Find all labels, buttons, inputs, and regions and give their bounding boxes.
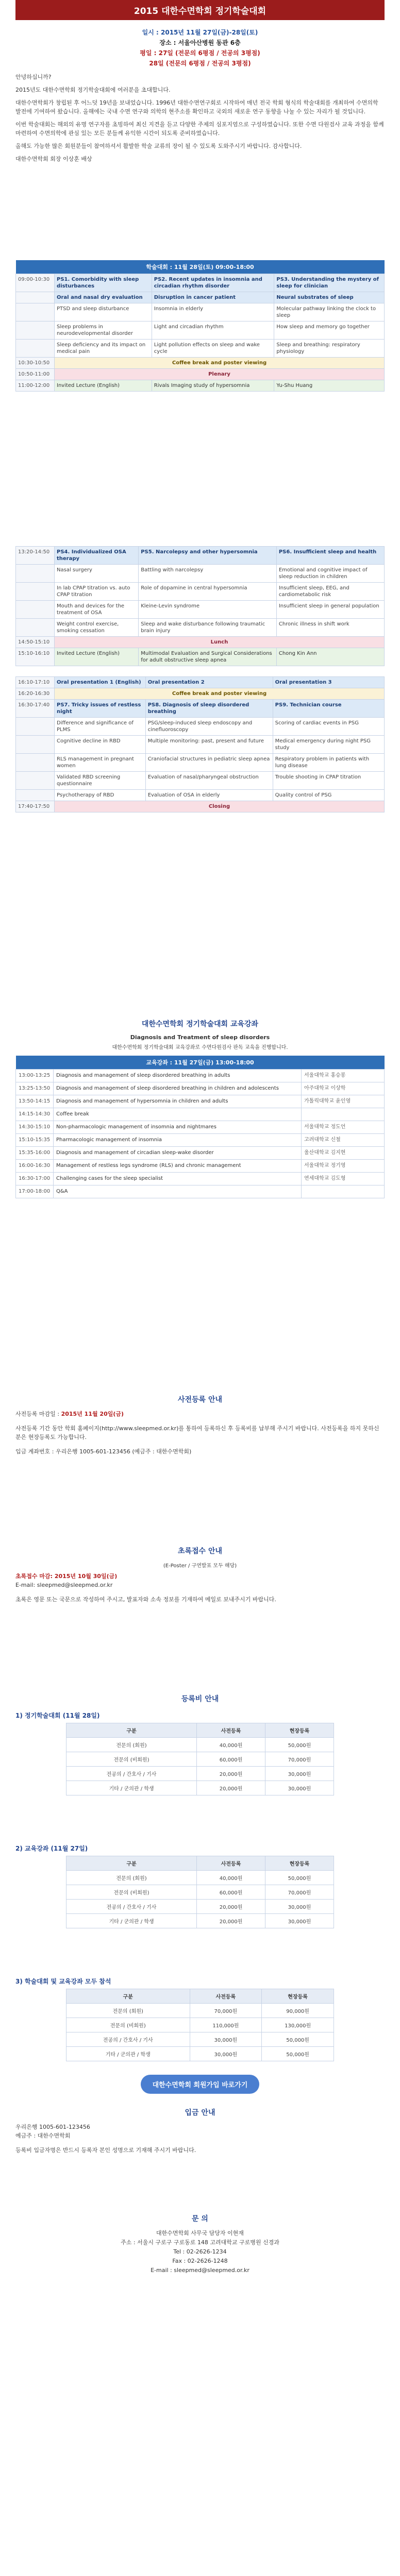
schedule-row — [16, 700, 385, 718]
fees-col-onsite: 현장등록 — [265, 1856, 334, 1871]
schedule-session: Sleep and breathing: respiratory physiology — [274, 340, 385, 358]
fee-category: 전문의 (비회원) — [66, 1752, 197, 1767]
education-time: 13:00-13:25 — [16, 1070, 54, 1082]
fees-col-type: 구분 — [66, 1989, 190, 2004]
education-time: 17:00-18:00 — [16, 1185, 54, 1198]
fee-pre: 20,000원 — [197, 1781, 265, 1795]
fee-onsite: 30,000원 — [265, 1914, 334, 1928]
registration-info — [15, 1410, 385, 1456]
fee-category: 전문의 (회원) — [66, 2004, 190, 2018]
greeting-p4: 올해도 가능한 많은 회원분들이 참여하셔서 활발한 학술 교류의 장이 될 수 있도록 도와주시기 바랍니다. 감사합니다. — [15, 143, 302, 149]
fee-onsite: 130,000원 — [262, 2018, 334, 2032]
education-row — [16, 1108, 385, 1121]
schedule-session: Light pollution effects on sleep and wake cycle — [152, 340, 274, 358]
fee-row — [66, 2018, 334, 2032]
education-speaker — [302, 1185, 385, 1198]
fee-pre: 20,000원 — [197, 1914, 265, 1928]
schedule-row — [16, 648, 385, 666]
schedule-session: Oral and nasal dry evaluation — [55, 292, 152, 303]
event-credit-day2: 28일 (전문의 6평점 / 전공의 3평점) — [149, 60, 251, 67]
contact-org: 대한수면학회 사무국 담당자 이현재 — [156, 2230, 244, 2236]
education-heading: 대한수면학회 정기학술대회 교육강좌 — [141, 1020, 259, 1028]
fee-row — [66, 1767, 334, 1781]
fees-table-2 — [66, 1856, 334, 1928]
schedule-time — [16, 565, 55, 583]
education-note: 대한수면학회 정기학술대회 교육강좌로 수면다원검사 판독 교육을 진행합니다. — [112, 1045, 288, 1050]
education-topic: Pharmacologic management of insomnia — [54, 1134, 302, 1147]
education-speaker — [302, 1108, 385, 1121]
schedule-session: PSG/sleep-induced sleep endoscopy and cinefluoroscopy — [145, 718, 273, 736]
education-table-title: 교육강좌 : 11월 27일(금) 13:00-18:00 — [16, 1056, 385, 1070]
fee-row — [66, 1885, 334, 1900]
fee-pre: 40,000원 — [197, 1738, 265, 1752]
fees-table-3 — [66, 1989, 334, 2061]
page — [15, 0, 385, 2296]
education-row — [16, 1173, 385, 1185]
contact-info — [15, 2229, 385, 2275]
schedule-row — [16, 274, 385, 292]
schedule-time: 10:50-11:00 — [16, 369, 55, 380]
contact-heading: 문 의 — [192, 2215, 208, 2223]
schedule-session: Invited Lecture (English) — [55, 648, 139, 666]
payment-holder: 예금주 : 대한수면학회 — [15, 2132, 71, 2139]
fees-col-pre: 사전등록 — [197, 1723, 265, 1738]
fee-pre: 30,000원 — [190, 2032, 262, 2047]
fees-heading: 등록비 안내 — [181, 1695, 219, 1703]
greeting-salutation: 안녕하십니까? — [15, 74, 52, 80]
abstract-sub: (E-Poster / 구연발표 모두 해당) — [163, 1563, 237, 1569]
schedule-session: Oral presentation 1 (English) — [55, 677, 146, 688]
schedule-row — [16, 772, 385, 790]
education-speaker: 서울대학교 홍승봉 — [302, 1070, 385, 1082]
fees-table-1 — [66, 1723, 334, 1795]
fee-row — [66, 1752, 334, 1767]
fee-row — [66, 1871, 334, 1885]
education-time: 16:00-16:30 — [16, 1160, 54, 1173]
greeting-sign: 대한수면학회 회장 이상훈 배상 — [15, 156, 92, 162]
schedule-break: Coffee break and poster viewing — [55, 358, 385, 369]
schedule-time: 13:20-14:50 — [16, 547, 55, 565]
contact-tel: Tel : 02-2626-1234 — [173, 2248, 227, 2255]
education-topic: Q&A — [54, 1185, 302, 1198]
schedule-time: 16:30-17:40 — [16, 700, 55, 718]
education-speaker: 아주대학교 이상학 — [302, 1082, 385, 1095]
schedule-session: Oral presentation 3 — [273, 677, 384, 688]
education-subheading: Diagnosis and Treatment of sleep disorders — [130, 1034, 270, 1041]
schedule-title: 학술대회 : 11월 28일(토) 09:00-18:00 — [16, 260, 385, 274]
schedule-table-2 — [15, 546, 385, 666]
schedule-session: PS5. Narcolepsy and other hypersomnia — [139, 547, 277, 565]
education-time: 15:35-16:00 — [16, 1147, 54, 1160]
member-signup-button[interactable]: 대한수면학회 회원가입 바로가기 — [141, 2075, 259, 2094]
greeting-p1: 2015년도 대한수면학회 정기학술대회에 여러분을 초대합니다. — [15, 87, 171, 93]
fee-row — [66, 2047, 334, 2061]
education-row — [16, 1160, 385, 1173]
schedule-row — [16, 292, 385, 303]
fee-onsite: 50,000원 — [265, 1871, 334, 1885]
abstract-body: 초록은 영문 또는 국문으로 작성하여 주시고, 발표자와 소속 정보를 기재하여 메일로 보내주시기 바랍니다. — [15, 1596, 276, 1603]
schedule-session: Psychotherapy of RBD — [55, 790, 146, 801]
schedule-session: RLS management in pregnant women — [55, 754, 146, 772]
schedule-time — [16, 772, 55, 790]
fee-row — [66, 1738, 334, 1752]
fee-onsite: 90,000원 — [262, 2004, 334, 2018]
schedule-row — [16, 601, 385, 619]
schedule-time: 16:20-16:30 — [16, 688, 55, 700]
fees-col-pre: 사전등록 — [197, 1856, 265, 1871]
schedule-session: Kleine-Levin syndrome — [139, 601, 277, 619]
education-topic: Management of restless legs syndrome (RLS) and chronic management — [54, 1160, 302, 1173]
fee-onsite: 50,000원 — [262, 2047, 334, 2061]
fee-pre: 110,000원 — [190, 2018, 262, 2032]
payment-note: 등록비 입금자명은 반드시 등록자 본인 성명으로 기재해 주시기 바랍니다. — [15, 2147, 196, 2154]
schedule-session: Invited Lecture (English) — [55, 380, 152, 392]
schedule-session: Battling with narcolepsy — [139, 565, 277, 583]
education-row — [16, 1134, 385, 1147]
schedule-row — [16, 677, 385, 688]
schedule-session: PS7. Tricky issues of restless night — [55, 700, 146, 718]
schedule-session: Light and circadian rhythm — [152, 321, 274, 340]
education-speaker: 가톨릭대학교 윤인영 — [302, 1095, 385, 1108]
fee-category: 기타 / 군의관 / 학생 — [66, 1781, 197, 1795]
education-speaker: 서울대학교 정도언 — [302, 1121, 385, 1134]
schedule-session: Insufficient sleep, EEG, and cardiometabolic risk — [276, 583, 384, 601]
fees-col-onsite: 현장등록 — [262, 1989, 334, 2004]
education-topic: Coffee break — [54, 1108, 302, 1121]
registration-body2: 입금 계좌번호 : 우리은행 1005-601-123456 (예금주 : 대한수면학회) — [15, 1448, 192, 1455]
fees-table-2-title: 2) 교육강좌 (11월 27일) — [15, 1845, 88, 1852]
schedule-time: 14:50-15:10 — [16, 637, 55, 648]
schedule-session: PTSD and sleep disturbance — [55, 303, 152, 321]
schedule-row — [16, 718, 385, 736]
education-time: 14:15-14:30 — [16, 1108, 54, 1121]
schedule-session: Cognitive decline in RBD — [55, 736, 146, 754]
fee-onsite: 50,000원 — [262, 2032, 334, 2047]
schedule-session: Weight control exercise, smoking cessation — [55, 619, 139, 637]
schedule-session: Emotional and cognitive impact of sleep reduction in children — [276, 565, 384, 583]
schedule-session: PS9. Technician course — [273, 700, 384, 718]
fee-onsite: 70,000원 — [265, 1885, 334, 1900]
schedule-time — [16, 790, 55, 801]
schedule-session: Scoring of cardiac events in PSG — [273, 718, 384, 736]
schedule-row — [16, 303, 385, 321]
schedule-session: Sleep and wake disturbance following traumatic brain injury — [139, 619, 277, 637]
schedule-session: Sleep problems in neurodevelopmental disorder — [55, 321, 152, 340]
fee-row — [66, 1781, 334, 1795]
schedule-session: PS8. Diagnosis of sleep disordered breathing — [145, 700, 273, 718]
registration-deadline-label: 사전등록 마감일 : — [15, 1411, 60, 1417]
education-row — [16, 1095, 385, 1108]
event-info — [15, 27, 385, 69]
fee-row — [66, 1914, 334, 1928]
schedule-session: In lab CPAP titration vs. auto CPAP titration — [55, 583, 139, 601]
payment-heading: 입금 안내 — [185, 2109, 215, 2117]
schedule-time — [16, 601, 55, 619]
registration-body: 사전등록 기간 동안 학회 홈페이지(http://www.sleepmed.or.kr)를 통하여 등록하신 후 등록비를 납부해 주시기 바랍니다. 사전등록을 하지 못하신 분은 현장등록도 가능합니다. — [15, 1425, 379, 1440]
fee-onsite: 30,000원 — [265, 1767, 334, 1781]
greeting — [15, 73, 385, 163]
education-row — [16, 1121, 385, 1134]
schedule-session: Sleep deficiency and its impact on medical pain — [55, 340, 152, 358]
schedule-time — [16, 303, 55, 321]
schedule-session: Difference and significance of PLMS — [55, 718, 146, 736]
fee-pre: 20,000원 — [197, 1900, 265, 1914]
schedule-row — [16, 321, 385, 340]
fee-onsite: 70,000원 — [265, 1752, 334, 1767]
schedule-row — [16, 754, 385, 772]
fee-category: 기타 / 군의관 / 학생 — [66, 1914, 197, 1928]
greeting-p2: 대한수면학회가 창립된 후 어느덧 19년을 보내었습니다. 1996년 대한수면연구회로 시작하여 매년 전국 학회 형식의 학술대회를 개최하여 수면의학 발전에 기여하여 왔습니다. 올해에는 국내 수면 연구와 의학의 현주소를 확인하고 국외의 새로운 연구 동향을 나눌 수 있는 자리가 될 것입니다. — [15, 99, 378, 115]
greeting-p3: 이번 학술대회는 해외의 유명 연구자를 초빙하여 최신 지견을 듣고 다양한 주제의 심포지엄으로 구성하였습니다. 또한 수면 다원검사 교육 과정을 함께 마련하여 수면의학에 관심 있는 모든 분들께 유익한 시간이 되도록 준비하였습니다. — [15, 121, 384, 137]
fee-pre: 60,000원 — [197, 1752, 265, 1767]
schedule-row — [16, 369, 385, 380]
schedule-session: Craniofacial structures in pediatric sleep apnea — [145, 754, 273, 772]
education-topic: Diagnosis and management of circadian sleep-wake disorder — [54, 1147, 302, 1160]
schedule-session: Mouth and devices for the treatment of OSA — [55, 601, 139, 619]
education-speaker: 울산대학교 김지현 — [302, 1147, 385, 1160]
schedule-break: Plenary — [55, 369, 385, 380]
schedule-session: Quality control of PSG — [273, 790, 384, 801]
education-time: 14:30-15:10 — [16, 1121, 54, 1134]
schedule-time — [16, 321, 55, 340]
schedule-row — [16, 340, 385, 358]
schedule-session: Respiratory problem in patients with lung disease — [273, 754, 384, 772]
education-topic: Diagnosis and management of hypersomnia in children and adults — [54, 1095, 302, 1108]
contact-addr: 주소 : 서울시 구로구 구로동로 148 고려대학교 구로병원 신경과 — [121, 2239, 279, 2246]
schedule-session: Validated RBD screening questionnaire — [55, 772, 146, 790]
education-speaker: 연세대학교 김도형 — [302, 1173, 385, 1185]
schedule-row — [16, 619, 385, 637]
schedule-session: PS2. Recent updates in insomnia and circadian rhythm disorder — [152, 274, 274, 292]
schedule-session: Oral presentation 2 — [145, 677, 273, 688]
payment-info — [15, 2123, 385, 2155]
schedule-session: PS1. Comorbidity with sleep disturbances — [55, 274, 152, 292]
fee-pre: 20,000원 — [197, 1767, 265, 1781]
schedule-time: 09:00-10:30 — [16, 274, 55, 292]
schedule-row — [16, 801, 385, 812]
schedule-row — [16, 565, 385, 583]
schedule-session: Chronic illness in shift work — [276, 619, 384, 637]
education-time: 15:10-15:35 — [16, 1134, 54, 1147]
fees-table-3-title: 3) 학술대회 및 교육강좌 모두 참석 — [15, 1978, 111, 1985]
event-venue: 장소 : 서울아산병원 동관 6층 — [159, 39, 241, 46]
event-credit-day1: 평일 : 27일 (전문의 6평점 / 전공의 3평점) — [140, 49, 260, 57]
schedule-session: Multiple monitoring: past, present and future — [145, 736, 273, 754]
fee-category: 전공의 / 간호사 / 기사 — [66, 1767, 197, 1781]
fee-row — [66, 2004, 334, 2018]
schedule-session: Neural substrates of sleep — [274, 292, 385, 303]
schedule-time — [16, 718, 55, 736]
education-row — [16, 1070, 385, 1082]
schedule-time — [16, 736, 55, 754]
schedule-time: 16:10-17:10 — [16, 677, 55, 688]
education-topic: Challenging cases for the sleep specialist — [54, 1173, 302, 1185]
schedule-break: Lunch — [55, 637, 385, 648]
schedule-row — [16, 358, 385, 369]
schedule-row — [16, 547, 385, 565]
education-time: 16:30-17:00 — [16, 1173, 54, 1185]
contact-email[interactable]: E-mail : sleepmed@sleepmed.or.kr — [151, 2267, 249, 2274]
schedule-session: Evaluation of OSA in elderly — [145, 790, 273, 801]
education-topic: Non-pharmacologic management of insomnia and nightmares — [54, 1121, 302, 1134]
fee-pre: 70,000원 — [190, 2004, 262, 2018]
schedule-session: Multimodal Evaluation and Surgical Considerations for adult obstructive sleep apnea — [139, 648, 277, 666]
education-speaker: 고려대학교 신철 — [302, 1134, 385, 1147]
education-row — [16, 1082, 385, 1095]
schedule-row — [16, 790, 385, 801]
registration-heading: 사전등록 안내 — [177, 1396, 223, 1404]
abstract-info — [15, 1572, 385, 1604]
schedule-row — [16, 583, 385, 601]
education-speaker: 서울대학교 정기영 — [302, 1160, 385, 1173]
schedule-table-3 — [15, 676, 385, 812]
education-table — [15, 1056, 385, 1198]
abstract-email[interactable]: E-mail: sleepmed@sleepmed.or.kr — [15, 1582, 113, 1588]
schedule-row — [16, 688, 385, 700]
abstract-deadline: 초록접수 마감: 2015년 10월 30일(금) — [15, 1573, 118, 1580]
schedule-session: Medical emergency during night PSG study — [273, 736, 384, 754]
payment-bank: 우리은행 1005-601-123456 — [15, 2124, 90, 2130]
schedule-row — [16, 380, 385, 392]
schedule-session: PS3. Understanding the mystery of sleep for clinician — [274, 274, 385, 292]
fee-category: 전문의 (비회원) — [66, 2018, 190, 2032]
fee-onsite: 30,000원 — [265, 1781, 334, 1795]
fee-row — [66, 1900, 334, 1914]
schedule-time: 17:40-17:50 — [16, 801, 55, 812]
schedule-time — [16, 754, 55, 772]
schedule-row — [16, 637, 385, 648]
page-title: 2015 대한수면학회 정기학술대회 — [15, 0, 385, 20]
education-time: 13:25-13:50 — [16, 1082, 54, 1095]
education-row — [16, 1185, 385, 1198]
schedule-time: 11:00-12:00 — [16, 380, 55, 392]
contact-fax: Fax : 02-2626-1248 — [172, 2258, 228, 2264]
fees-col-type: 구분 — [66, 1856, 197, 1871]
schedule-break: Coffee break and poster viewing — [55, 688, 385, 700]
schedule-time — [16, 340, 55, 358]
schedule-session: Chong Kin Ann — [276, 648, 384, 666]
event-date: 일시 : 2015년 11월 27일(금)-28일(토) — [142, 29, 258, 36]
fee-category: 전문의 (회원) — [66, 1738, 197, 1752]
schedule-time: 10:30-10:50 — [16, 358, 55, 369]
fee-onsite: 50,000원 — [265, 1738, 334, 1752]
fee-category: 전문의 (회원) — [66, 1871, 197, 1885]
fee-onsite: 30,000원 — [265, 1900, 334, 1914]
schedule-time: 15:10-16:10 — [16, 648, 55, 666]
education-topic: Diagnosis and management of sleep disordered breathing in adults — [54, 1070, 302, 1082]
schedule-session: PS4. Individualized OSA therapy — [55, 547, 139, 565]
fees-col-pre: 사전등록 — [190, 1989, 262, 2004]
fee-category: 전공의 / 간호사 / 기사 — [66, 1900, 197, 1914]
education-time: 13:50-14:15 — [16, 1095, 54, 1108]
schedule-break: Closing — [55, 801, 385, 812]
schedule-table-1 — [15, 260, 385, 392]
schedule-time — [16, 619, 55, 637]
fees-table-1-title: 1) 정기학술대회 (11월 28일) — [15, 1712, 100, 1719]
schedule-session: Evaluation of nasal/pharyngeal obstruction — [145, 772, 273, 790]
schedule-session: Molecular pathway linking the clock to sleep — [274, 303, 385, 321]
schedule-session: Insufficient sleep in general population — [276, 601, 384, 619]
fees-col-onsite: 현장등록 — [265, 1723, 334, 1738]
fee-category: 기타 / 군의관 / 학생 — [66, 2047, 190, 2061]
schedule-time — [16, 583, 55, 601]
fee-row — [66, 2032, 334, 2047]
fee-category: 전문의 (비회원) — [66, 1885, 197, 1900]
schedule-session: Yu-Shu Huang — [274, 380, 385, 392]
schedule-time — [16, 292, 55, 303]
abstract-heading: 초록접수 안내 — [177, 1547, 223, 1555]
education-topic: Diagnosis and management of sleep disordered breathing in children and adolescents — [54, 1082, 302, 1095]
education-row — [16, 1147, 385, 1160]
schedule-session: Disruption in cancer patient — [152, 292, 274, 303]
schedule-session: Trouble shooting in CPAP titration — [273, 772, 384, 790]
fee-pre: 60,000원 — [197, 1885, 265, 1900]
schedule-row — [16, 736, 385, 754]
fee-pre: 30,000원 — [190, 2047, 262, 2061]
schedule-session: Rivals Imaging study of hypersomnia — [152, 380, 274, 392]
schedule-session: Role of dopamine in central hypersomnia — [139, 583, 277, 601]
schedule-session: Insomnia in elderly — [152, 303, 274, 321]
schedule-session: PS6. Insufficient sleep and health — [276, 547, 384, 565]
fee-pre: 40,000원 — [197, 1871, 265, 1885]
fee-category: 전공의 / 간호사 / 기사 — [66, 2032, 190, 2047]
schedule-session: How sleep and memory go together — [274, 321, 385, 340]
registration-deadline: 2015년 11월 20일(금) — [61, 1411, 124, 1417]
fees-col-type: 구분 — [66, 1723, 197, 1738]
schedule-session: Nasal surgery — [55, 565, 139, 583]
